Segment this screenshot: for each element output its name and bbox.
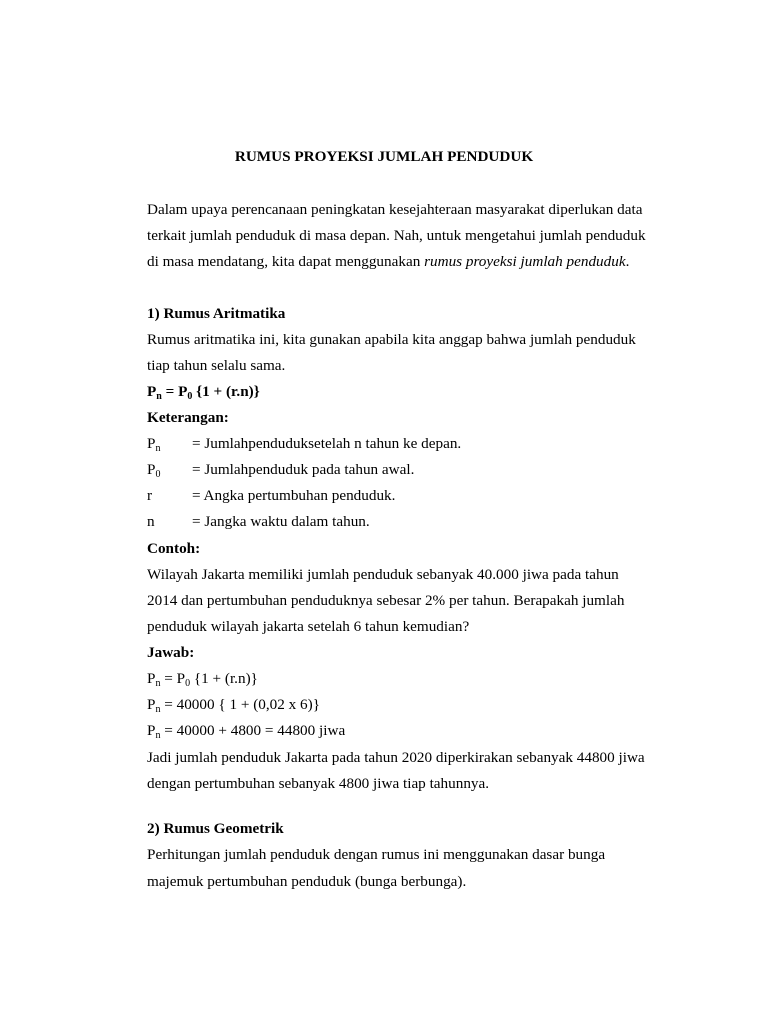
keterangan-row xyxy=(147,487,647,505)
section-1-desc-1: Rumus aritmatika ini, kita gunakan apabila kita anggap bahwa jumlah penduduk xyxy=(147,331,636,348)
keterangan-row xyxy=(147,513,647,531)
keterangan-symbol: r xyxy=(147,487,153,504)
keterangan-desc: = Jumlahpenduduksetelah n tahun ke depan. xyxy=(192,435,462,452)
section-1-desc-2: tiap tahun selalu sama. xyxy=(147,357,286,374)
contoh-line-1: Wilayah Jakarta memiliki jumlah penduduk sebanyak 40.000 jiwa pada tahun xyxy=(147,566,619,583)
intro-emphasis: rumus proyeksi jumlah penduduk xyxy=(424,253,626,270)
keterangan-desc: = Jumlahpenduduk pada tahun awal. xyxy=(192,461,415,478)
intro-line-3 xyxy=(147,253,629,271)
conclusion-line-2: dengan pertumbuhan sebanyak 4800 jiwa tiap tahunnya. xyxy=(147,775,490,792)
keterangan-row: $P_0$ = Jumlahpenduduk pada tahun awal. xyxy=(147,461,415,480)
section-2-desc-2: majemuk pertumbuhan penduduk (bunga berbunga). xyxy=(147,873,467,890)
keterangan-row: $P_n$ = Jumlahpenduduksetelah n tahun ke depan. xyxy=(147,435,462,454)
jawab-step-3: $P_n = 40000 + 4800 = 44800$ jiwa xyxy=(147,722,346,741)
page-title: RUMUS PROYEKSI JUMLAH PENDUDUK xyxy=(234,148,534,165)
section-1-heading: 1) Rumus Aritmatika xyxy=(147,305,286,322)
jawab-label: Jawab: xyxy=(147,644,195,661)
section-2-desc-1: Perhitungan jumlah penduduk dengan rumus ini menggunakan dasar bunga xyxy=(147,846,606,863)
intro-line-3-prefix: di masa mendatang, kita dapat menggunakan xyxy=(147,253,425,270)
formula: $P_n = P_0$ {1 + (r.n)} xyxy=(147,383,260,402)
section-2-heading: 2) Rumus Geometrik xyxy=(147,820,284,837)
conclusion-line-1: Jadi jumlah penduduk Jakarta pada tahun 2020 diperkirakan sebanyak 44800 jiwa xyxy=(147,749,645,766)
keterangan-desc: = Angka pertumbuhan penduduk. xyxy=(192,487,396,504)
intro-line-3-suffix: . xyxy=(625,253,630,270)
jawab-step-1: $P_n = P_0$ {1 + (r.n)} xyxy=(147,670,258,689)
keterangan-symbol: n xyxy=(147,513,155,530)
keterangan-symbol: P xyxy=(147,435,156,452)
contoh-label: Contoh: xyxy=(147,540,201,557)
contoh-line-3: penduduk wilayah jakarta setelah 6 tahun kemudian? xyxy=(147,618,470,635)
jawab-step-2: $P_n = 40000$ { 1 + (0,02 x 6)} xyxy=(147,696,320,715)
intro-line-1: Dalam upaya perencanaan peningkatan kesejahteraan masyarakat diperlukan data xyxy=(147,201,643,218)
intro-line-2: terkait jumlah penduduk di masa depan. Nah, untuk mengetahui jumlah penduduk xyxy=(147,227,646,244)
keterangan-label: Keterangan: xyxy=(147,409,229,426)
keterangan-symbol: P xyxy=(147,461,156,478)
contoh-line-2: 2014 dan pertumbuhan penduduknya sebesar 2% per tahun. Berapakah jumlah xyxy=(147,592,625,609)
keterangan-desc: = Jangka waktu dalam tahun. xyxy=(192,513,370,530)
